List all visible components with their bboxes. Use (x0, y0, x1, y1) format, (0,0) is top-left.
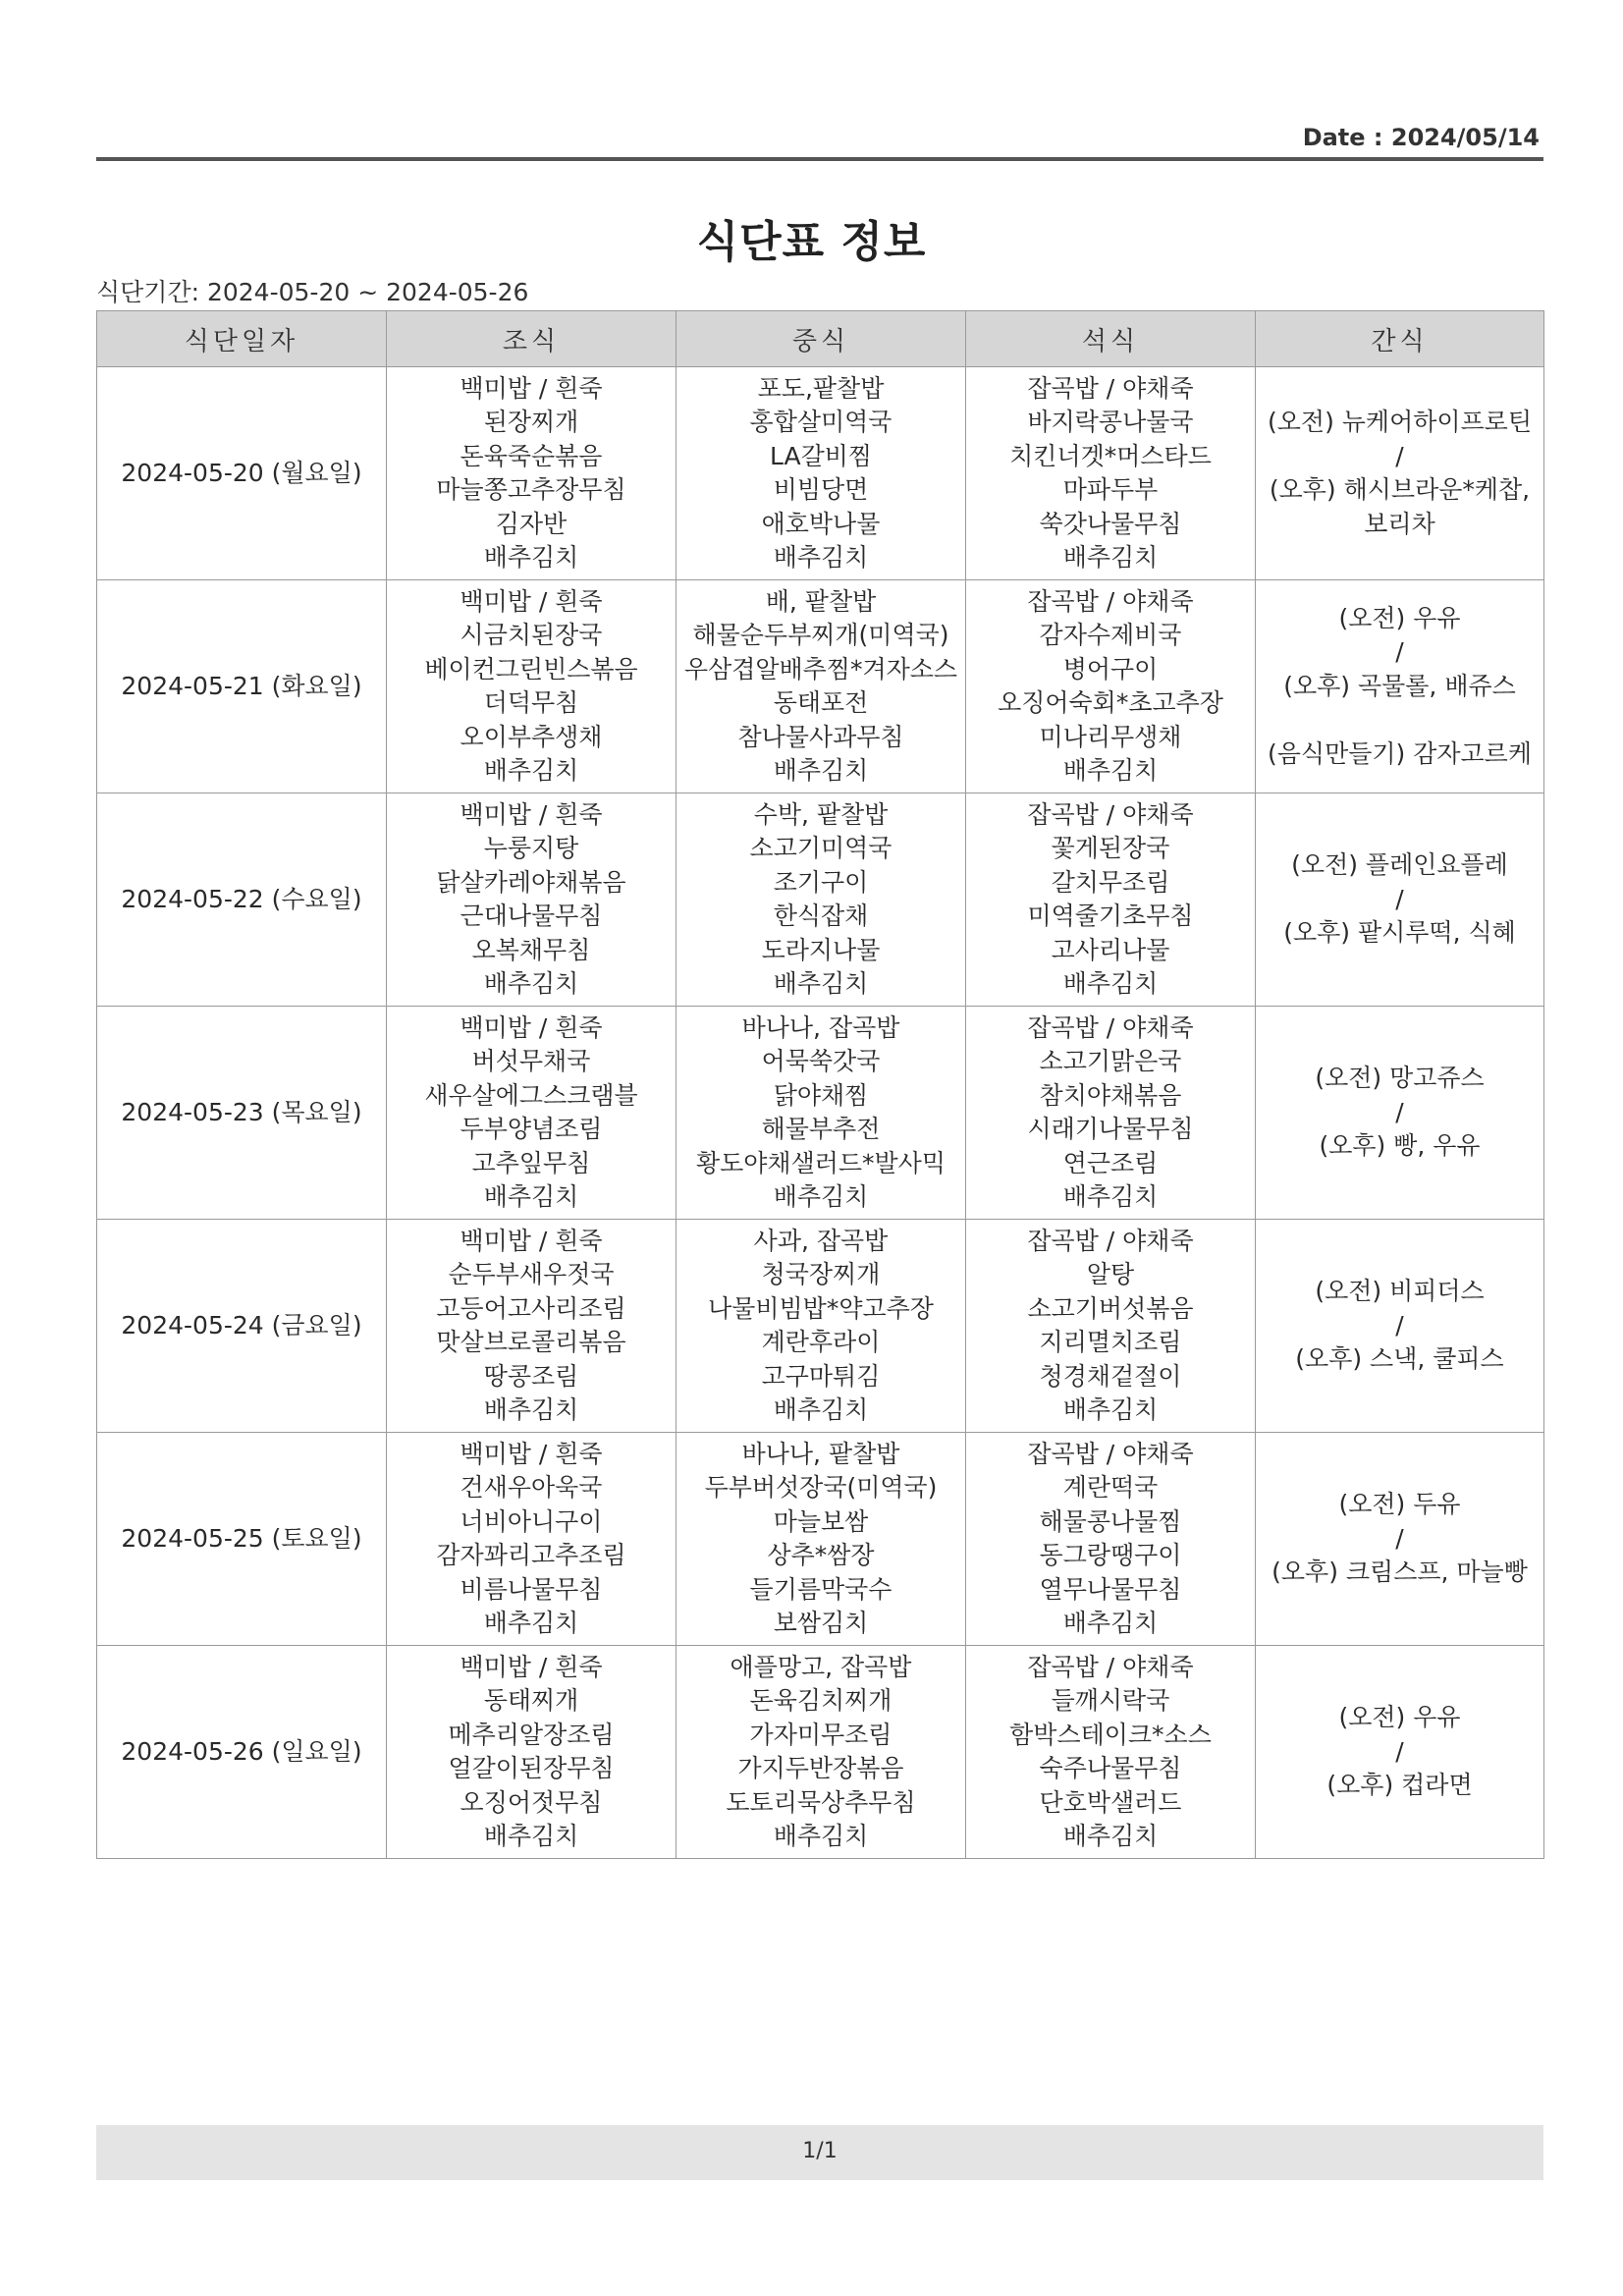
table-row (97, 1220, 1544, 1433)
menu-item: 연근조림 (1062, 1148, 1159, 1177)
menu-item: 배추김치 (1062, 1822, 1159, 1850)
snack-cell (1256, 1220, 1544, 1433)
menu-item: 황도야채샐러드*발사믹 (695, 1148, 946, 1177)
dinner-cell (966, 1433, 1256, 1646)
menu-item: 바나나, 잡곡밥 (741, 1012, 900, 1042)
menu-item: 오복채무침 (471, 935, 591, 964)
menu-item: 고추잎무침 (471, 1148, 591, 1177)
menu-item: 시금치된장국 (460, 621, 603, 649)
date-cell: 2024-05-21 (화요일) (97, 580, 387, 793)
menu-item: 시래기나물무침 (1027, 1115, 1194, 1143)
menu-item: 병어구이 (1062, 654, 1159, 683)
dinner-cell (966, 1220, 1256, 1433)
menu-item: 고구마튀김 (761, 1361, 881, 1391)
menu-item: 배추김치 (1062, 1395, 1159, 1424)
menu-item: 가지두반장볶음 (737, 1754, 904, 1782)
menu-item: 해물콩나물찜 (1039, 1506, 1182, 1536)
table-row (97, 580, 1544, 793)
menu-item: 보리차 (1364, 509, 1435, 538)
meal-table (96, 310, 1544, 1859)
date-cell: 2024-05-22 (수요일) (97, 793, 387, 1007)
dinner-cell (966, 580, 1256, 793)
menu-item: 얼갈이된장무침 (448, 1754, 615, 1782)
menu-item: 백미밥 / 흰죽 (460, 1012, 603, 1042)
menu-item: 건새우아욱국 (460, 1473, 603, 1502)
snack-cell (1256, 1646, 1544, 1859)
menu-item: (오후) 빵, 우유 (1319, 1131, 1481, 1161)
menu-item: 청국장찌개 (761, 1260, 881, 1288)
menu-item: 잡곡밥 / 야채죽 (1027, 373, 1194, 403)
menu-item: 백미밥 / 흰죽 (460, 1439, 603, 1468)
menu-item: 수박, 팥찰밥 (753, 799, 889, 829)
column-header-snack: 간식 (1256, 311, 1544, 367)
menu-item: 도라지나물 (761, 935, 881, 964)
breakfast-cell (387, 580, 676, 793)
menu-item: 꽃게된장국 (1051, 834, 1170, 862)
menu-item: 잡곡밥 / 야채죽 (1027, 586, 1194, 616)
lunch-cell (676, 1433, 966, 1646)
menu-item: 소고기맑은국 (1039, 1047, 1182, 1075)
menu-item: 비름나물무침 (460, 1574, 603, 1604)
menu-item: 잡곡밥 / 야채죽 (1027, 1226, 1194, 1255)
menu-item: (오전) 비피더스 (1315, 1277, 1485, 1306)
header-divider (96, 157, 1543, 161)
date-cell: 2024-05-20 (월요일) (97, 367, 387, 580)
breakfast-cell (387, 793, 676, 1007)
menu-item: 쑥갓나물무침 (1039, 509, 1182, 538)
menu-item: (오전) 우유 (1338, 1703, 1461, 1732)
page-title: 식단표 정보 (696, 217, 927, 267)
menu-item: 들기름막국수 (749, 1574, 893, 1604)
menu-item: 너비아니구이 (460, 1506, 603, 1536)
menu-item: 잡곡밥 / 야채죽 (1027, 1652, 1194, 1681)
menu-item: 새우살에그스크램블 (424, 1080, 638, 1110)
menu-item: 누룽지탕 (483, 834, 579, 862)
menu-item: 백미밥 / 흰죽 (460, 373, 603, 403)
menu-item: (오전) 두유 (1338, 1490, 1461, 1519)
menu-item: 참나물사과무침 (737, 722, 904, 751)
menu-item: (오후) 스낵, 쿨피스 (1295, 1344, 1504, 1374)
menu-item: 잡곡밥 / 야채죽 (1027, 1012, 1194, 1042)
menu-item: 바지락콩나물국 (1027, 408, 1194, 436)
date-cell: 2024-05-25 (토요일) (97, 1433, 387, 1646)
menu-item: 열무나물무침 (1039, 1574, 1182, 1604)
menu-item: 고등어고사리조림 (436, 1293, 626, 1323)
menu-item: 계란후라이 (761, 1328, 881, 1356)
menu-item: 배추김치 (483, 1395, 579, 1424)
menu-item: 배추김치 (483, 969, 579, 998)
menu-item: 마늘보쌈 (773, 1506, 869, 1536)
menu-item: 배추김치 (1062, 543, 1159, 572)
breakfast-cell (387, 1007, 676, 1220)
snack-cell (1256, 580, 1544, 793)
menu-item: 가자미무조림 (749, 1720, 893, 1749)
menu-item: 배, 팥찰밥 (765, 586, 877, 616)
table-row (97, 793, 1544, 1007)
menu-item: (오후) 해시브라운*케찹, (1269, 475, 1531, 504)
menu-item: 조기구이 (773, 867, 869, 897)
menu-item: 배추김치 (1062, 1609, 1159, 1637)
menu-item: 배추김치 (1062, 756, 1159, 785)
menu-item: 계란떡국 (1062, 1473, 1159, 1502)
menu-item: 메추리알장조림 (448, 1720, 615, 1749)
menu-item: (오전) 망고쥬스 (1315, 1064, 1485, 1093)
lunch-cell (676, 367, 966, 580)
menu-item: 해물순두부찌개(미역국) (692, 621, 949, 649)
menu-item: 배추김치 (483, 543, 579, 572)
table-row (97, 1433, 1544, 1646)
menu-item: (음식만들기) 감자고르케 (1268, 738, 1532, 768)
menu-item: 더덕무침 (483, 688, 579, 717)
menu-item: 배추김치 (773, 543, 869, 572)
menu-item: 상추*쌈장 (767, 1541, 875, 1569)
menu-item: 해물부추전 (761, 1115, 881, 1143)
table-row (97, 1007, 1544, 1220)
menu-item: 오징어숙회*초고추장 (998, 688, 1223, 717)
menu-item: 한식잡채 (773, 902, 869, 930)
menu-item: 돈육죽순볶음 (460, 441, 603, 470)
menu-item: 돈육김치찌개 (749, 1686, 893, 1715)
menu-item: 지리멸치조림 (1039, 1328, 1182, 1356)
menu-item: 알탕 (1086, 1260, 1135, 1288)
menu-item: 두부양념조림 (460, 1115, 603, 1143)
menu-item: (오후) 크림스프, 마늘빵 (1271, 1558, 1528, 1587)
menu-item: 배추김치 (773, 969, 869, 998)
menu-item: 미역줄기초무침 (1027, 902, 1194, 930)
menu-item (1260, 703, 1540, 738)
document-date: Date : 2024/05/14 (1302, 124, 1540, 151)
menu-item: (오후) 컵라면 (1326, 1771, 1473, 1800)
menu-item: 백미밥 / 흰죽 (460, 1226, 603, 1255)
menu-item: (오전) 우유 (1338, 603, 1461, 632)
menu-item: 치킨너겟*머스타드 (1009, 441, 1212, 470)
menu-item: 배추김치 (483, 1822, 579, 1850)
menu-item: / (1395, 1523, 1404, 1553)
menu-item: 소고기미역국 (749, 834, 893, 862)
lunch-cell (676, 793, 966, 1007)
menu-item: 백미밥 / 흰죽 (460, 799, 603, 829)
menu-item: 맛살브로콜리볶음 (436, 1328, 626, 1356)
menu-item: (오후) 곡물롤, 배쥬스 (1283, 671, 1516, 700)
date-cell: 2024-05-23 (목요일) (97, 1007, 387, 1220)
menu-item: 배추김치 (1062, 1182, 1159, 1211)
menu-item: 배추김치 (1062, 969, 1159, 998)
menu-item: / (1395, 1736, 1404, 1766)
table-row (97, 367, 1544, 580)
menu-item: 나물비빔밥*약고추장 (708, 1293, 934, 1323)
menu-item: (오전) 뉴케어하이프로틴 (1268, 408, 1532, 436)
menu-item: 배추김치 (773, 1395, 869, 1424)
footer-bar (96, 2125, 1543, 2180)
table-header-row (97, 311, 1544, 367)
menu-item: 감자꽈리고추조림 (436, 1541, 626, 1569)
menu-item: 보쌈김치 (773, 1609, 869, 1637)
lunch-cell (676, 1007, 966, 1220)
snack-cell (1256, 793, 1544, 1007)
column-header-date: 식단일자 (97, 311, 387, 367)
menu-item: 숙주나물무침 (1039, 1754, 1182, 1782)
menu-item: 애플망고, 잡곡밥 (730, 1652, 912, 1681)
lunch-cell (676, 1220, 966, 1433)
menu-item: 된장찌개 (483, 408, 579, 436)
menu-item: 우삼겹알배추찜*겨자소스 (683, 654, 958, 683)
menu-item: (오후) 팥시루떡, 식혜 (1283, 918, 1516, 948)
dinner-cell (966, 1646, 1256, 1859)
column-header-dinner: 석식 (966, 311, 1256, 367)
menu-item: / (1395, 1097, 1404, 1126)
menu-item: 배추김치 (483, 1182, 579, 1211)
menu-item: 어묵쑥갓국 (761, 1047, 881, 1075)
menu-item: 고사리나물 (1051, 935, 1170, 964)
menu-item: 소고기버섯볶음 (1027, 1293, 1194, 1323)
menu-item: 마늘쫑고추장무침 (436, 475, 626, 504)
date-cell: 2024-05-26 (일요일) (97, 1646, 387, 1859)
menu-item: LA갈비찜 (769, 441, 873, 470)
menu-item: 오이부추생채 (460, 722, 603, 751)
lunch-cell (676, 1646, 966, 1859)
menu-item: 갈치무조림 (1051, 867, 1170, 897)
menu-item: 잡곡밥 / 야채죽 (1027, 1439, 1194, 1468)
column-header-breakfast: 조식 (387, 311, 676, 367)
menu-item: 동태포전 (773, 688, 869, 717)
menu-item: 배추김치 (483, 756, 579, 785)
menu-item: 감자수제비국 (1039, 621, 1182, 649)
menu-item: 베이컨그린빈스볶음 (424, 654, 638, 683)
breakfast-cell (387, 367, 676, 580)
menu-item: 애호박나물 (761, 509, 881, 538)
menu-item: 미나리무생채 (1039, 722, 1182, 751)
menu-item: 배추김치 (773, 1182, 869, 1211)
menu-item: 마파두부 (1062, 475, 1159, 504)
table-row (97, 1646, 1544, 1859)
breakfast-cell (387, 1646, 676, 1859)
dinner-cell (966, 367, 1256, 580)
menu-item: 배추김치 (773, 756, 869, 785)
menu-item: 함박스테이크*소스 (1009, 1720, 1212, 1749)
table-body (97, 367, 1544, 1859)
date-cell: 2024-05-24 (금요일) (97, 1220, 387, 1433)
page-number: 1/1 (802, 2139, 838, 2163)
breakfast-cell (387, 1220, 676, 1433)
snack-cell (1256, 1433, 1544, 1646)
menu-item: / (1395, 1310, 1404, 1339)
dinner-cell (966, 793, 1256, 1007)
menu-item: (오전) 플레인요플레 (1291, 850, 1508, 880)
menu-item: 버섯무채국 (471, 1047, 591, 1075)
menu-item: 단호박샐러드 (1039, 1787, 1182, 1817)
snack-cell (1256, 367, 1544, 580)
menu-item: 김자반 (495, 509, 568, 538)
lunch-cell (676, 580, 966, 793)
menu-item: / (1395, 637, 1404, 667)
menu-item: 사과, 잡곡밥 (753, 1226, 889, 1255)
menu-item: 근대나물무침 (460, 902, 603, 930)
menu-item: 포도,팥찰밥 (757, 373, 885, 403)
menu-item: 닭야채찜 (773, 1080, 869, 1110)
menu-item: 청경채겉절이 (1039, 1361, 1182, 1391)
breakfast-cell (387, 1433, 676, 1646)
menu-item: 배추김치 (773, 1822, 869, 1850)
column-header-lunch: 중식 (676, 311, 966, 367)
menu-item: 잡곡밥 / 야채죽 (1027, 799, 1194, 829)
menu-item: 도토리묵상추무침 (726, 1787, 916, 1817)
menu-item: 참치야채볶음 (1039, 1080, 1182, 1110)
menu-item: 오징어젓무침 (460, 1787, 603, 1817)
menu-item: 백미밥 / 흰죽 (460, 1652, 603, 1681)
menu-item: 동태찌개 (483, 1686, 579, 1715)
menu-item: 들깨시락국 (1051, 1686, 1170, 1715)
menu-item: 두부버섯장국(미역국) (704, 1473, 938, 1502)
menu-item: 바나나, 팥찰밥 (741, 1439, 900, 1468)
menu-item: 홍합살미역국 (749, 408, 893, 436)
menu-item: 동그랑땡구이 (1039, 1541, 1182, 1569)
menu-item: 배추김치 (483, 1609, 579, 1637)
menu-item: 백미밥 / 흰죽 (460, 586, 603, 616)
menu-item: 순두부새우젓국 (448, 1260, 615, 1288)
menu-item: / (1395, 884, 1404, 913)
snack-cell (1256, 1007, 1544, 1220)
menu-item: 땅콩조림 (483, 1361, 579, 1391)
menu-item: / (1395, 441, 1404, 470)
menu-item: 닭살카레야채볶음 (436, 867, 626, 897)
dinner-cell (966, 1007, 1256, 1220)
menu-item: 비빔당면 (773, 475, 869, 504)
meal-period: 식단기간: 2024-05-20 ~ 2024-05-26 (96, 278, 529, 306)
